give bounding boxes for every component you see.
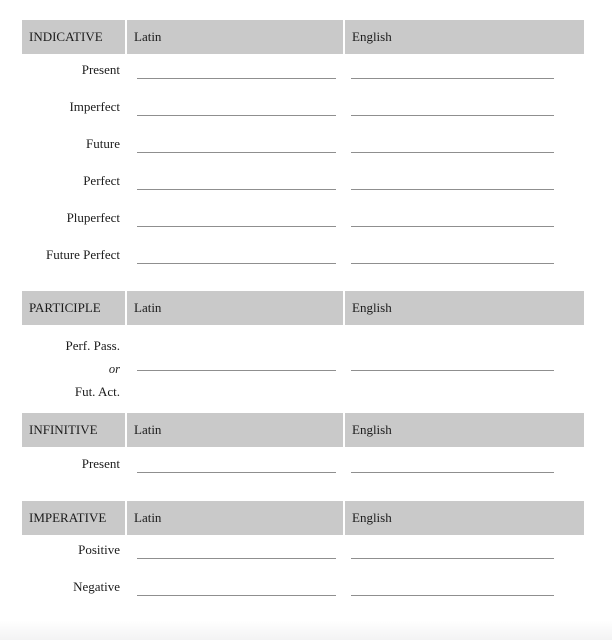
row-label-present: Present xyxy=(81,62,120,77)
row-label-present: Present xyxy=(81,456,120,471)
row-label-negative: Negative xyxy=(73,579,120,594)
column-header-latin: Latin xyxy=(127,291,343,325)
row-label-pluperfect: Pluperfect xyxy=(66,210,120,225)
row-label-positive: Positive xyxy=(78,542,120,557)
row-label-imperfect: Imperfect xyxy=(69,99,120,114)
column-header-latin: Latin xyxy=(127,413,343,447)
blank-line-latin xyxy=(137,78,336,79)
blank-line-latin xyxy=(137,472,336,473)
row-label-fut-act: Fut. Act. xyxy=(74,384,120,399)
blank-line-latin xyxy=(137,370,336,371)
blank-line-english xyxy=(351,115,554,116)
section-header-infinitive xyxy=(22,413,584,447)
section-title-infinitive: INFINITIVE xyxy=(22,413,125,447)
blank-line-latin xyxy=(137,595,336,596)
blank-line-latin xyxy=(137,263,336,264)
column-header-english: English xyxy=(345,20,584,54)
blank-line-english xyxy=(351,558,554,559)
blank-line-latin xyxy=(137,226,336,227)
section-title-participle: PARTICIPLE xyxy=(22,291,125,325)
row-label-future-perfect: Future Perfect xyxy=(45,247,120,262)
blank-line-english xyxy=(351,189,554,190)
section-header-participle xyxy=(22,291,584,325)
column-header-latin: Latin xyxy=(127,501,343,535)
blank-line-latin xyxy=(137,558,336,559)
row-label-perf-pass: Perf. Pass. xyxy=(65,338,120,353)
blank-line-english xyxy=(351,78,554,79)
section-header-imperative xyxy=(22,501,584,535)
blank-line-english xyxy=(351,472,554,473)
blank-line-latin xyxy=(137,152,336,153)
section-title-indicative: INDICATIVE xyxy=(22,20,125,54)
row-label-future: Future xyxy=(86,136,120,151)
blank-line-english xyxy=(351,263,554,264)
section-title-imperative: IMPERATIVE xyxy=(22,501,125,535)
row-label-perfect: Perfect xyxy=(83,173,120,188)
row-label-or: or xyxy=(108,362,120,376)
page-bottom-edge xyxy=(0,620,612,640)
column-header-english: English xyxy=(345,291,584,325)
column-header-english: English xyxy=(345,501,584,535)
blank-line-latin xyxy=(137,189,336,190)
column-header-latin: Latin xyxy=(127,20,343,54)
blank-line-english xyxy=(351,370,554,371)
blank-line-english xyxy=(351,226,554,227)
blank-line-english xyxy=(351,152,554,153)
column-header-english: English xyxy=(345,413,584,447)
blank-line-english xyxy=(351,595,554,596)
section-header-indicative xyxy=(22,20,584,54)
blank-line-latin xyxy=(137,115,336,116)
